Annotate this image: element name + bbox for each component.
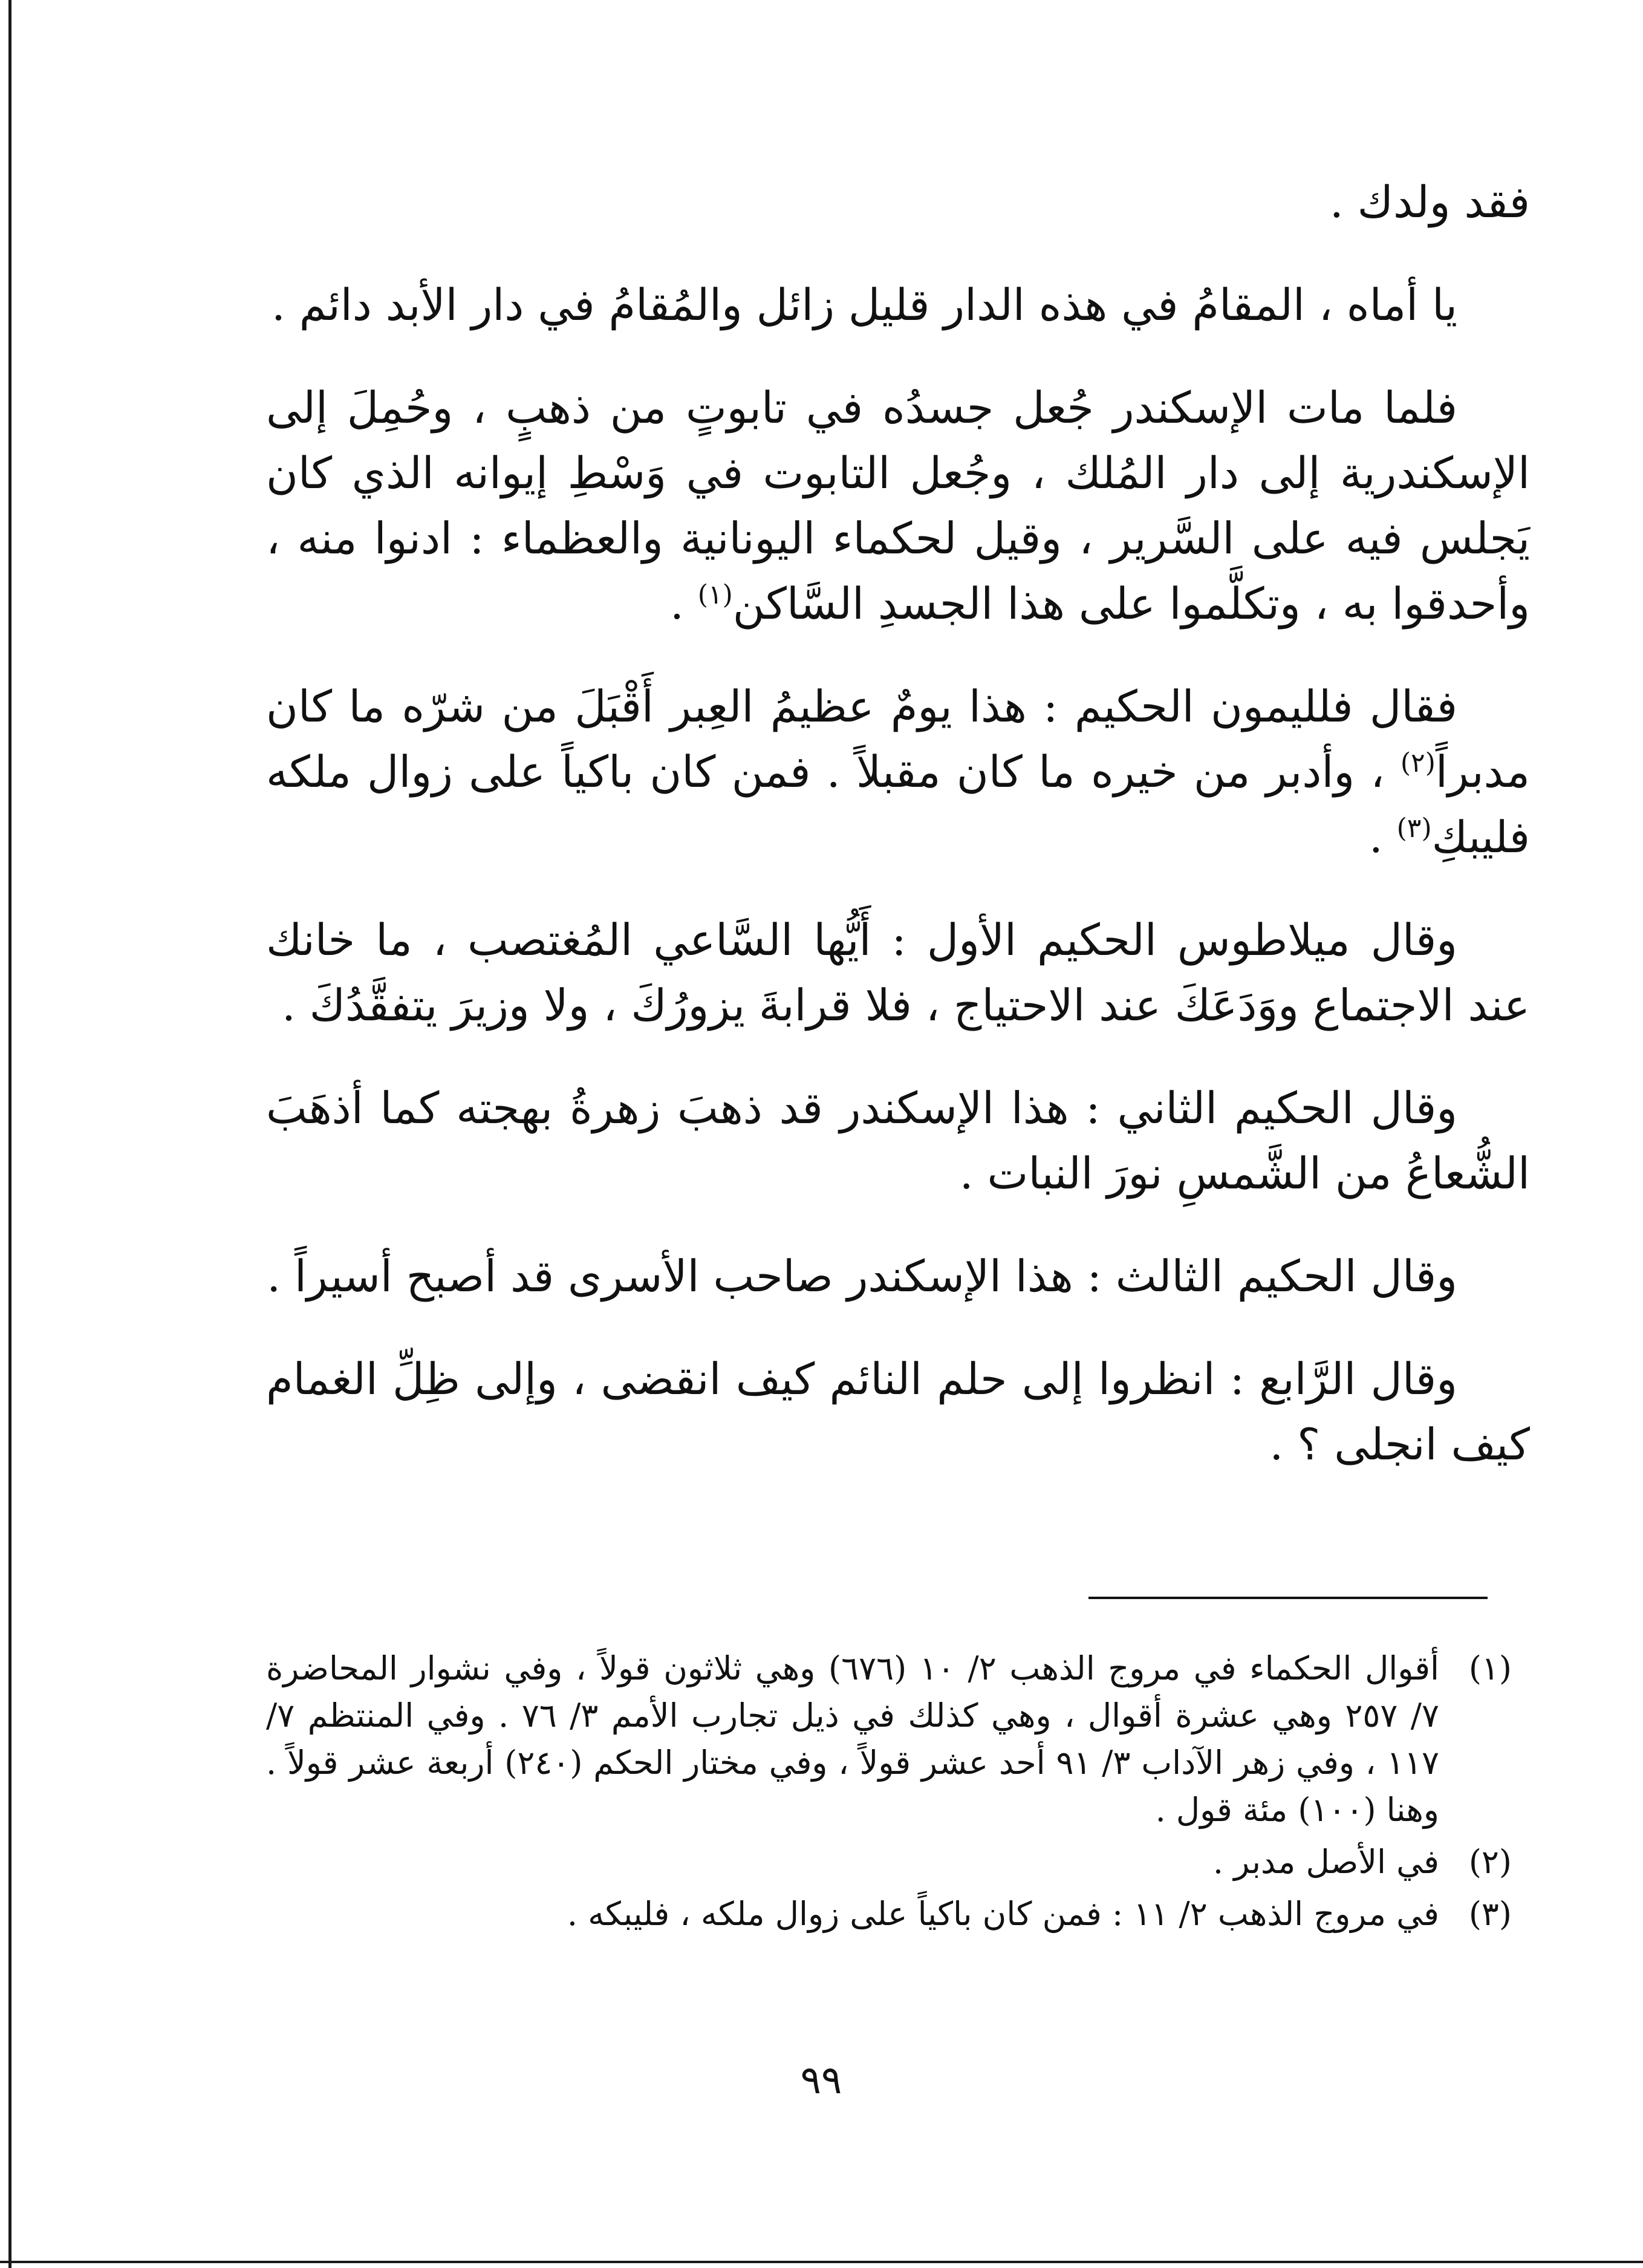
paragraph-7-text: وقال الرَّابع : انظروا إلى حلم النائم كيف انقضى ، وإلى ظِلِّ الغمام كيف انجلى ؟ . <box>266 1354 1530 1470</box>
paragraph-3-text-a: فقال فلليمون الحكيم : هذا يومٌ عظيمُ العِبر أَقْبَلَ من شرّه ما كان مدبراً <box>266 681 1530 797</box>
footnote-ref-1: (١) <box>697 579 733 610</box>
paragraph-2 <box>266 375 1530 636</box>
main-text <box>266 169 1530 1514</box>
footnote-3-number: (٣) <box>1468 1895 1512 1933</box>
paragraph-0-text: فقد ولدك . <box>1329 177 1530 227</box>
paragraph-0 <box>266 169 1530 235</box>
footnote-3-text: في مروج الذهب ٢/ ١١ : فمن كان باكياً على زوال ملكه ، فليبكه . <box>567 1895 1439 1933</box>
paragraph-6-text: وقال الحكيم الثالث : هذا الإسكندر صاحب الأسرى قد أصبح أسيراً . <box>267 1251 1457 1302</box>
paragraph-5 <box>266 1075 1530 1206</box>
paragraph-1 <box>266 272 1530 337</box>
scan-edge-line <box>8 0 11 2268</box>
paragraph-2-end: . <box>670 578 698 629</box>
footnote-2-number: (٢) <box>1468 1843 1512 1881</box>
paragraph-2-text: فلما مات الإسكندر جُعل جسدُه في تابوتٍ من ذهبٍ ، وحُمِلَ إلى الإسكندرية إلى دار المُلك ، وجُعل التابوت في وَسْطِ إيوانه الذي كان يَجلس فيه على السَّرير ، وقيل لحكماء اليونانية والعظماء : ادنوا منه ، وأحدقوا به ، وتكلَّموا على هذا الجسدِ السَّاكن <box>266 382 1530 629</box>
footnote-1-text: أقوال الحكماء في مروج الذهب ٢/ ١٠ (٦٧٦) وهي ثلاثون قولاً ، وفي نشوار المحاضرة ٧/ ٢٥٧ وهي عشرة أقوال ، وهي كذلك في ذيل تجارب الأمم ٣/ ٧٦ . وفي المنتظم ٧/ ١١٧ ، وفي زهر الآداب ٣/ ٩١ أحد عشر قولاً ، وفي مختار الحكم (٢٤٠) أربعة عشر قولاً . وهنا (١٠٠) مئة قول . <box>266 1649 1440 1829</box>
footnote-2 <box>266 1839 1512 1886</box>
footnote-3 <box>266 1891 1512 1938</box>
footnote-ref-2: (٢) <box>1400 748 1436 778</box>
footnotes <box>266 1645 1512 1943</box>
footnote-separator <box>1088 1597 1488 1599</box>
page-number: ٩٩ <box>800 2058 842 2103</box>
footnote-1 <box>266 1645 1512 1834</box>
paragraph-3-end: . <box>1368 812 1397 862</box>
footnote-ref-3: (٣) <box>1396 813 1432 844</box>
paragraph-4-text: وقال ميلاطوس الحكيم الأول : أَيُّها السَّاعي المُغتصب ، ما خانك عند الاجتماع ووَدَعَكَ عند الاحتياج ، فلا قرابةَ يزورُكَ ، ولا وزيرَ يتفقَّدُكَ . <box>266 914 1530 1031</box>
paragraph-3-text-b: ، وأدبر من خيره ما كان مقبلاً . فمن كان باكياً على زوال ملكه فليبكِ <box>266 746 1530 862</box>
paragraph-1-text: يا أماه ، المقامُ في هذه الدار قليل زائل والمُقامُ في دار الأبد دائم . <box>272 279 1457 330</box>
footnote-1-number: (١) <box>1468 1649 1512 1687</box>
paragraph-5-text: وقال الحكيم الثاني : هذا الإسكندر قد ذهبَ زهرةُ بهجته كما أذهَبَ الشُّعاعُ من الشَّمسِ نورَ النبات . <box>266 1083 1530 1199</box>
scan-bottom-line <box>0 2261 1643 2263</box>
paragraph-6 <box>266 1243 1530 1309</box>
paragraph-4 <box>266 907 1530 1038</box>
paragraph-3 <box>266 674 1530 870</box>
paragraph-7 <box>266 1346 1530 1477</box>
footnote-2-text: في الأصل مدبر . <box>1212 1843 1439 1881</box>
